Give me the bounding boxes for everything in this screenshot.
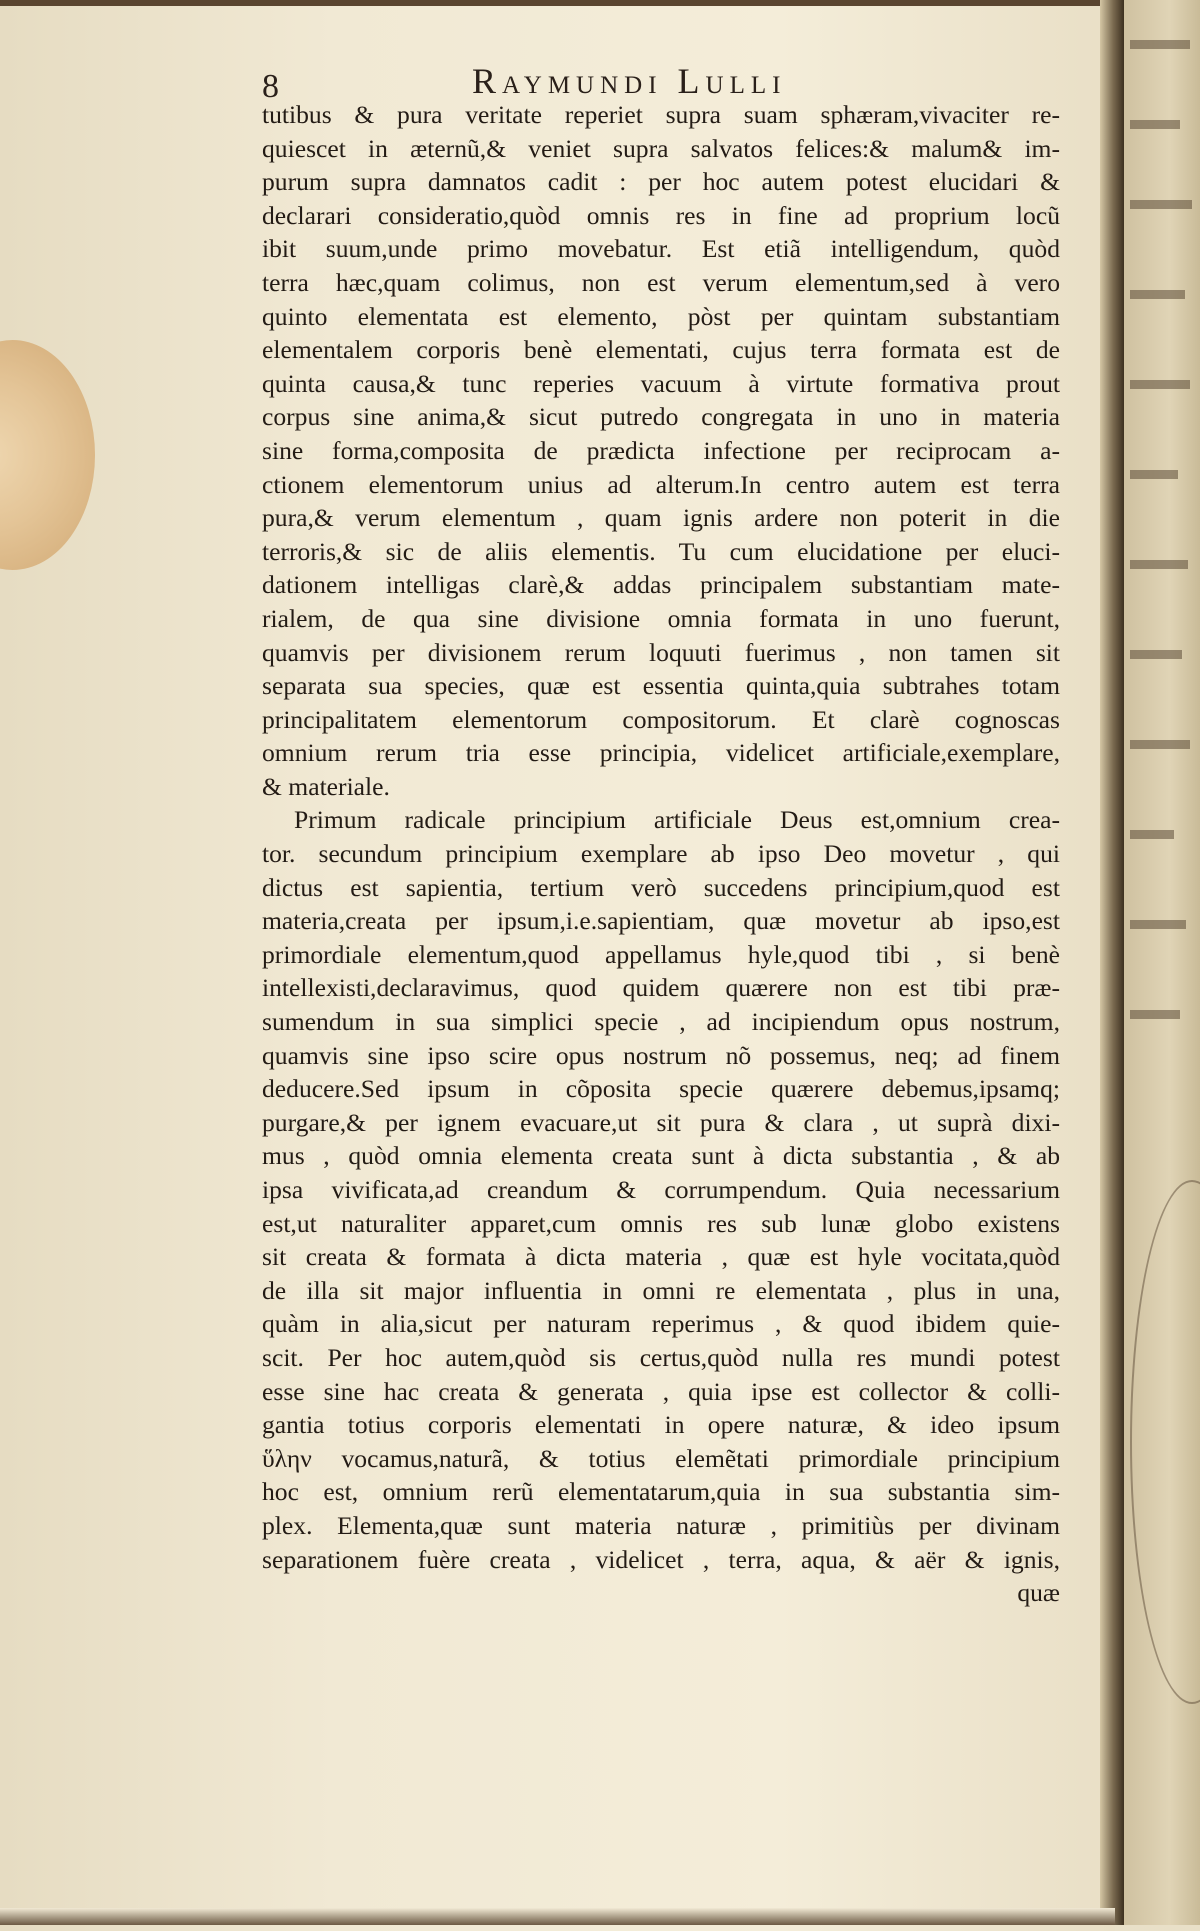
text-line: sit creata & formata à dicta materia , quæ est hyle vocitata,quòd — [262, 1242, 1060, 1272]
text-line: sumendum in sua simplici specie , ad incipiendum opus nostrum, — [262, 1007, 1060, 1037]
body-text — [262, 98, 1060, 1610]
text-line: dationem intelligas clarè,& addas principalem substantiam mate- — [262, 570, 1060, 600]
text-line: intellexisti,declaravimus, quod quidem quærere non est tibi præ- — [262, 973, 1060, 1003]
text-line: terra hæc,quam colimus, non est verum elementum,sed à vero — [262, 267, 1060, 297]
text-line: materia,creata per ipsum,i.e.sapientiam, quæ movetur ab ipso,est — [262, 906, 1060, 936]
text-line: tor. secundum principium exemplare ab ipso Deo movetur , qui — [262, 839, 1060, 869]
text-line: deducere.Sed ipsum in cõposita specie quærere debemus,ipsamq; — [262, 1074, 1060, 1104]
text-line: rialem, de qua sine divisione omnia formata in uno fuerunt, — [262, 603, 1060, 633]
running-head: Raymundi Lulli — [472, 61, 787, 101]
text-line: ὕλην vocamus,naturã, & totius elemẽtati primordiale principium — [262, 1443, 1060, 1473]
text-line: purgare,& per ignem evacuare,ut sit pura & clara , ut suprà dixi- — [262, 1107, 1060, 1137]
text-line: scit. Per hoc autem,quòd sis certus,quòd nulla res mundi potest — [262, 1342, 1060, 1372]
text-line: corpus sine anima,& sicut putredo congregata in uno in materia — [262, 402, 1060, 432]
text-line: declarari consideratio,quòd omnis res in fine ad proprium locũ — [262, 200, 1060, 230]
page-number: 8 — [262, 68, 279, 105]
text-line: quinto elementata est elemento, pòst per quintam substantiam — [262, 301, 1060, 331]
page-bottom-edge — [0, 1908, 1115, 1925]
facing-page-edge — [1124, 0, 1200, 1925]
text-line: ibit suum,unde primo movebatur. Est etiã intelligendum, quòd — [262, 234, 1060, 264]
text-line: dictus est sapientia, tertium verò succedens principium,quod est — [262, 872, 1060, 902]
text-line: est,ut naturaliter apparet,cum omnis res sub lunæ globo existens — [262, 1208, 1060, 1238]
text-line: & materiale. — [262, 771, 390, 801]
text-line: de illa sit major influentia in omni re elementata , plus in una, — [262, 1275, 1060, 1305]
text-line: principalitatem elementorum compositorum. Et clarè cognoscas — [262, 704, 1060, 734]
text-line: elementalem corporis benè elementati, cujus terra formata est de — [262, 335, 1060, 365]
text-line: hoc est, omnium rerũ elementatarum,quia in sua substantia sim- — [262, 1477, 1060, 1507]
text-line: ctionem elementorum unius ad alterum.In centro autem est terra — [262, 469, 1060, 499]
text-line: quinta causa,& tunc reperies vacuum à virtute formativa prout — [262, 368, 1060, 398]
text-line: quàm in alia,sicut per naturam reperimus , & quod ibidem quie- — [262, 1309, 1060, 1339]
text-line: omnium rerum tria esse principia, videlicet artificiale,exemplare, — [262, 738, 1060, 768]
text-line: separata sua species, quæ est essentia quinta,quia subtrahes totam — [262, 671, 1060, 701]
text-line: plex. Elementa,quæ sunt materia naturæ , primitiùs per divinam — [262, 1510, 1060, 1540]
text-line: ipsa vivificata,ad creandum & corrumpendum. Quia necessarium — [262, 1175, 1060, 1204]
book-spine — [1100, 0, 1124, 1925]
text-line: purum supra damnatos cadit : per hoc autem potest elucidari & — [262, 167, 1060, 197]
text-line: quiescet in æternũ,& veniet supra salvatos felices:& malum& im- — [262, 133, 1060, 163]
text-line: sine forma,composita de prædicta infectione per reciprocam a- — [262, 435, 1060, 465]
text-line: tutibus & pura veritate reperiet supra suam sphæram,vivaciter re- — [262, 100, 1060, 129]
text-line: mus , quòd omnia elementa creata sunt à dicta substantia , & ab — [262, 1141, 1060, 1171]
catchword: quæ — [1017, 1578, 1060, 1608]
text-line: quamvis sine ipso scire opus nostrum nõ possemus, neq; ad finem — [262, 1040, 1060, 1070]
text-line: quamvis per divisionem rerum loquuti fuerimus , non tamen sit — [262, 637, 1060, 667]
text-line: primordiale elementum,quod appellamus hyle,quod tibi , si benè — [262, 939, 1060, 969]
text-line: terroris,& sic de aliis elementis. Tu cum elucidatione per eluci- — [262, 536, 1060, 566]
paragraph-start-line: Primum radicale principium artificiale Deus est,omnium crea- — [294, 805, 1060, 835]
text-line: esse sine hac creata & generata , quia ipse est collector & colli- — [262, 1376, 1060, 1406]
text-line: separationem fuère creata , videlicet , terra, aqua, & aër & ignis, — [262, 1544, 1060, 1574]
text-line: pura,& verum elementum , quam ignis ardere non poterit in die — [262, 503, 1060, 533]
text-line: gantia totius corporis elementati in opere naturæ, & ideo ipsum — [262, 1410, 1060, 1440]
